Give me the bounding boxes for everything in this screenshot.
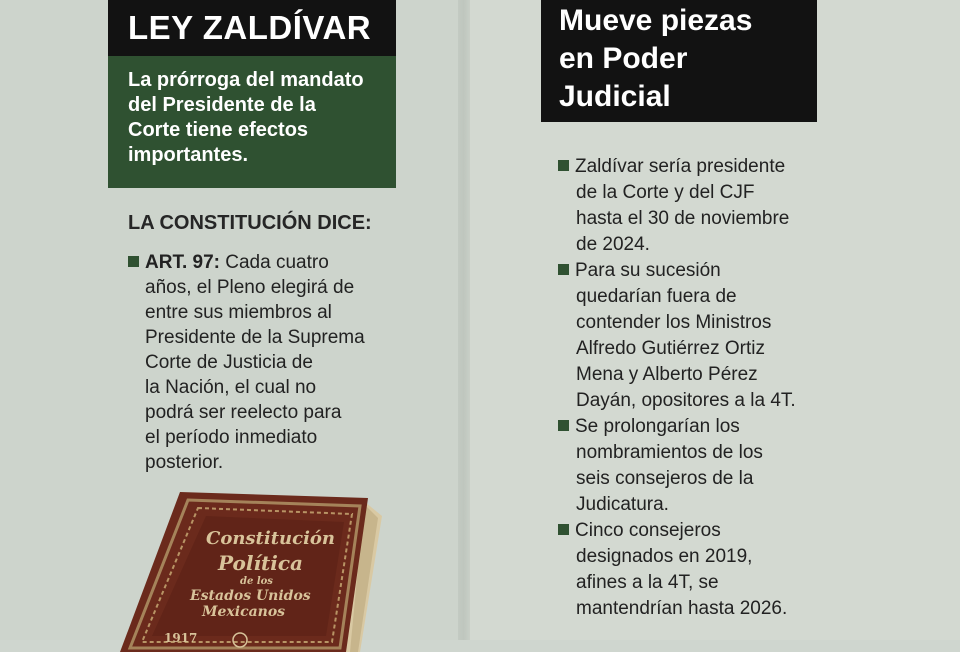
right-title: [541, 0, 817, 122]
list-item: [558, 518, 858, 622]
item-line: contender los Ministros: [576, 312, 772, 333]
list-item: [558, 414, 858, 518]
item-line: designados en 2019,: [576, 546, 753, 567]
item-line: afines a la 4T, se: [576, 572, 719, 593]
left-subtitle-box: [108, 56, 396, 188]
left-title-text: LEY ZALDÍVAR: [128, 9, 372, 46]
article-line: el período inmediato: [145, 427, 318, 448]
article-first-text: Cada cuatro: [219, 252, 329, 273]
item-first-line: [558, 258, 858, 284]
book-title-line: Política: [218, 551, 304, 575]
article-first-line: [128, 250, 378, 275]
bullet-square-icon: [558, 160, 569, 171]
book-title-line: Estados Unidos: [190, 588, 311, 604]
article-label: ART. 97:: [145, 252, 220, 273]
right-items-list: [558, 154, 858, 622]
item-text: Cinco consejeros: [575, 520, 721, 541]
book-title-line: Mexicanos: [202, 604, 286, 620]
right-title-line: Mueve piezas: [559, 4, 753, 37]
item-text: Zaldívar sería presidente: [575, 156, 786, 177]
constitution-heading: LA CONSTITUCIÓN DICE:: [128, 212, 372, 234]
item-first-line: [558, 518, 858, 544]
article-line: Presidente de la Suprema: [145, 327, 365, 348]
bullet-square-icon: [558, 264, 569, 275]
subtitle-line: Corte tiene efectos: [128, 119, 309, 141]
item-line: quedarían fuera de: [576, 286, 737, 307]
subtitle-line: del Presidente de la: [128, 94, 316, 116]
book-year: 1917: [164, 631, 198, 645]
article-line: la Nación, el cual no: [145, 377, 317, 398]
item-line: hasta el 30 de noviembre: [576, 208, 790, 229]
item-line: Judicatura.: [576, 494, 669, 515]
book-title-line: Constitución: [206, 528, 335, 549]
list-item: [558, 154, 858, 258]
article-97: [128, 250, 378, 475]
item-line: seis consejeros de la: [576, 468, 754, 489]
constitution-book-image: [120, 492, 390, 652]
article-line: años, el Pleno elegirá de: [145, 277, 355, 298]
article-line: entre sus miembros al: [145, 302, 332, 323]
list-item: [558, 258, 858, 414]
item-line: de 2024.: [576, 234, 650, 255]
item-line: Dayán, opositores a la 4T.: [576, 390, 796, 411]
item-line: mantendrían hasta 2026.: [576, 598, 788, 619]
item-line: Alfredo Gutiérrez Ortiz: [576, 338, 765, 359]
subtitle-line: La prórroga del mandato: [128, 69, 364, 91]
item-line: Mena y Alberto Pérez: [576, 364, 758, 385]
right-title-line: en Poder: [559, 42, 688, 75]
right-title-line: Judicial: [559, 80, 671, 113]
subtitle-line: importantes.: [128, 144, 249, 166]
item-first-line: [558, 414, 858, 440]
item-line: nombramientos de los: [576, 442, 763, 463]
left-title: [108, 0, 396, 56]
article-line: Corte de Justicia de: [145, 352, 313, 373]
item-text: Se prolongarían los: [575, 416, 740, 437]
item-line: de la Corte y del CJF: [576, 182, 755, 203]
item-text: Para su sucesión: [575, 260, 721, 281]
article-line: podrá ser reelecto para: [145, 402, 342, 423]
item-first-line: [558, 154, 858, 180]
bullet-square-icon: [558, 420, 569, 431]
article-line: posterior.: [145, 452, 224, 473]
bullet-square-icon: [128, 256, 139, 267]
bullet-square-icon: [558, 524, 569, 535]
book-title-line: de los: [240, 576, 273, 587]
